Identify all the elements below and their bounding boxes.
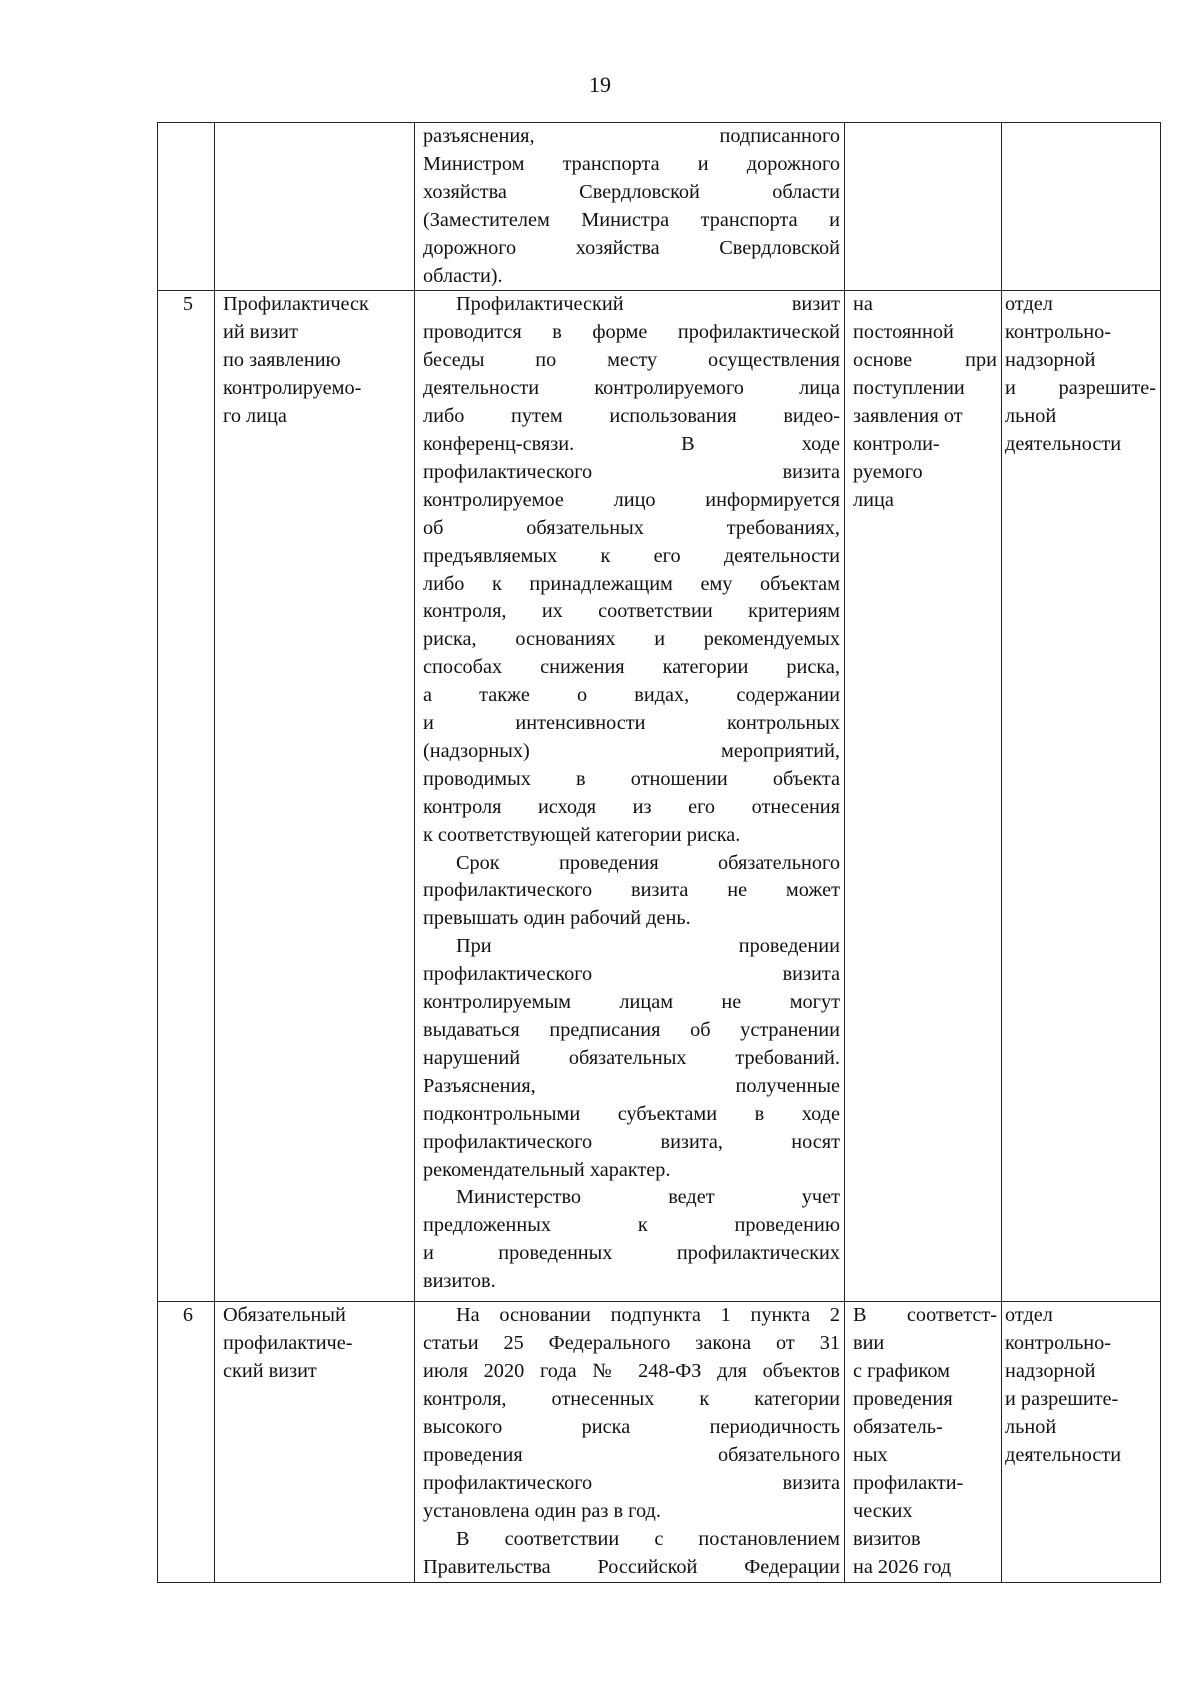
description-line: предложенных к проведению bbox=[423, 1214, 840, 1237]
description-line: области). bbox=[423, 264, 503, 287]
description-paragraph bbox=[423, 123, 840, 290]
description-line: хозяйства Свердловской области bbox=[423, 180, 840, 203]
description-line: конференц-связи. В ходе bbox=[423, 432, 840, 455]
description-line: установлена один раз в год. bbox=[423, 1499, 661, 1522]
description-line: либо к принадлежащим ему объектам bbox=[423, 572, 840, 595]
description-line: Министерство ведет учет bbox=[456, 1186, 840, 1209]
description-line: и интенсивности контрольных bbox=[423, 712, 840, 735]
description-line: (Заместителем Министра транспорта и bbox=[423, 208, 840, 231]
table-row bbox=[158, 1302, 1161, 1582]
cell-responsible bbox=[1002, 123, 1161, 291]
cell-measure-name bbox=[215, 291, 415, 1302]
description-paragraph bbox=[423, 1526, 840, 1582]
description-line: контролируемым лицам не могут bbox=[423, 991, 840, 1014]
measure-name-line: по заявлению bbox=[223, 349, 341, 372]
description-line: предъявляемых к его деятельности bbox=[423, 544, 840, 567]
measure-name-line: Обязательный bbox=[223, 1304, 346, 1327]
description-line: выдаваться предписания об устранении bbox=[423, 1019, 840, 1041]
description-line: контроля исходя из его отнесения bbox=[423, 795, 840, 818]
description-line: рекомендательный характер. bbox=[423, 1158, 671, 1181]
description-line: визитов. bbox=[423, 1270, 496, 1293]
cell-responsible bbox=[1002, 291, 1161, 1302]
description-paragraph bbox=[423, 850, 840, 934]
table-body bbox=[158, 123, 1161, 1583]
cell-description bbox=[415, 291, 845, 1302]
cell-responsible bbox=[1002, 1302, 1161, 1582]
description-line: статьи 25 Федерального закона от 31 bbox=[423, 1332, 840, 1355]
timing-line: ческих bbox=[853, 1499, 913, 1522]
description-line: (надзорных) мероприятий, bbox=[423, 739, 840, 762]
description-line: беседы по месту осуществления bbox=[423, 349, 840, 372]
cell-timing bbox=[845, 123, 1002, 291]
timing-line: лица bbox=[853, 488, 894, 511]
description-paragraph bbox=[423, 291, 840, 849]
responsible-line: контрольно- bbox=[1005, 321, 1112, 344]
timing-line: контроли- bbox=[853, 432, 940, 455]
description-line: либо путем использования видео- bbox=[423, 405, 840, 428]
description-line: разъяснения, подписанного bbox=[423, 125, 840, 147]
description-paragraph bbox=[423, 1184, 840, 1296]
timing-line: обязатель- bbox=[853, 1416, 943, 1439]
responsible-line: льной bbox=[1005, 1416, 1057, 1439]
timing-line: профилакти- bbox=[853, 1471, 964, 1494]
timing-line: ных bbox=[853, 1443, 888, 1466]
description-line: контролируемое лицо информируется bbox=[423, 488, 840, 511]
description-line: и проведенных профилактических bbox=[423, 1242, 840, 1265]
cell-description bbox=[415, 1302, 845, 1582]
page-number: 19 bbox=[589, 72, 611, 97]
responsible-line: отдел bbox=[1005, 293, 1053, 316]
responsible-line: отдел bbox=[1005, 1304, 1053, 1327]
description-line: проведения обязательного bbox=[423, 1443, 840, 1466]
cell-number bbox=[158, 123, 215, 291]
timing-line: с графиком bbox=[853, 1360, 950, 1383]
row-number: 5 bbox=[182, 293, 194, 316]
table-row bbox=[158, 291, 1161, 1302]
description-line: Министром транспорта и дорожного bbox=[423, 152, 840, 175]
description-line: превышать один рабочий день. bbox=[423, 907, 691, 930]
description-line: июля 2020 года № 248-ФЗ для объектов bbox=[423, 1360, 840, 1383]
timing-line: проведения bbox=[853, 1388, 953, 1411]
description-line: высокого риска периодичность bbox=[423, 1416, 840, 1439]
timing-line: поступлении bbox=[853, 377, 965, 400]
timing-line: заявления от bbox=[853, 405, 963, 428]
description-line: На основании подпункта 1 пункта 2 bbox=[456, 1304, 840, 1327]
description-line: об обязательных требованиях, bbox=[423, 516, 840, 539]
timing-line: постоянной bbox=[853, 321, 954, 344]
responsible-line: надзорной bbox=[1005, 349, 1096, 372]
description-line: контроля, отнесенных к категории bbox=[423, 1388, 840, 1411]
measure-name-line: ий визит bbox=[223, 321, 298, 344]
description-line: проводимых в отношении объекта bbox=[423, 767, 840, 790]
cell-timing bbox=[845, 291, 1002, 1302]
description-line: проводится в форме профилактической bbox=[423, 321, 840, 344]
description-line: Профилактический визит bbox=[456, 293, 840, 316]
cell-measure-name bbox=[215, 123, 415, 291]
responsible-line: деятельности bbox=[1005, 1443, 1122, 1466]
responsible-line: и разрешите- bbox=[1005, 377, 1156, 400]
measure-name-line: контролируемо- bbox=[223, 377, 362, 400]
description-line: профилактического визита bbox=[423, 460, 840, 483]
responsible-line: деятельности bbox=[1005, 432, 1122, 455]
description-line: дорожного хозяйства Свердловской bbox=[423, 236, 840, 259]
timing-line: руемого bbox=[853, 460, 923, 483]
measure-name-line: го лица bbox=[223, 405, 287, 428]
responsible-line: льной bbox=[1005, 405, 1057, 428]
measure-name-line: ский визит bbox=[223, 1360, 317, 1383]
timing-line: вии bbox=[853, 1332, 885, 1355]
timing-line: на bbox=[853, 293, 873, 316]
description-line: Правительства Российской Федерации bbox=[423, 1555, 840, 1578]
description-line: профилактического визита не может bbox=[423, 879, 840, 902]
description-line: деятельности контролируемого лица bbox=[423, 377, 840, 400]
timing-line: на 2026 год bbox=[853, 1555, 952, 1578]
prevention-measures-table bbox=[157, 122, 1161, 1583]
description-line: Срок проведения обязательного bbox=[456, 851, 840, 874]
description-line: контроля, их соответствии критериям bbox=[423, 600, 840, 623]
description-line: риска, основаниях и рекомендуемых bbox=[423, 628, 840, 651]
description-paragraph bbox=[423, 933, 840, 1184]
timing-line: основе при bbox=[853, 349, 997, 372]
description-line: Разъяснения, полученные bbox=[423, 1074, 840, 1097]
description-line: способах снижения категории риска, bbox=[423, 656, 840, 679]
table-row bbox=[158, 123, 1161, 291]
description-line: При проведении bbox=[456, 935, 840, 958]
description-line: нарушений обязательных требований. bbox=[423, 1046, 840, 1069]
measure-name-line: профилактиче- bbox=[223, 1332, 353, 1355]
responsible-line: и разрешите- bbox=[1005, 1388, 1119, 1411]
description-line: профилактического визита bbox=[423, 963, 840, 986]
description-line: а также о видах, содержании bbox=[423, 684, 840, 707]
description-line: профилактического визита bbox=[423, 1471, 840, 1494]
description-paragraph bbox=[423, 1302, 840, 1525]
cell-measure-name bbox=[215, 1302, 415, 1582]
cell-number bbox=[158, 1302, 215, 1582]
responsible-line: надзорной bbox=[1005, 1360, 1096, 1383]
description-line: В соответствии с постановлением bbox=[456, 1527, 840, 1550]
timing-line: визитов bbox=[853, 1527, 921, 1550]
row-number: 6 bbox=[182, 1304, 194, 1327]
cell-timing bbox=[845, 1302, 1002, 1582]
responsible-line: контрольно- bbox=[1005, 1332, 1112, 1355]
measure-name-line: Профилактическ bbox=[223, 293, 369, 316]
cell-description bbox=[415, 123, 845, 291]
description-line: подконтрольными субъектами в ходе bbox=[423, 1102, 840, 1125]
description-line: к соответствующей категории риска. bbox=[423, 823, 741, 846]
description-line: профилактического визита, носят bbox=[423, 1130, 840, 1153]
timing-line: В соответст- bbox=[853, 1304, 997, 1327]
cell-number bbox=[158, 291, 215, 1302]
